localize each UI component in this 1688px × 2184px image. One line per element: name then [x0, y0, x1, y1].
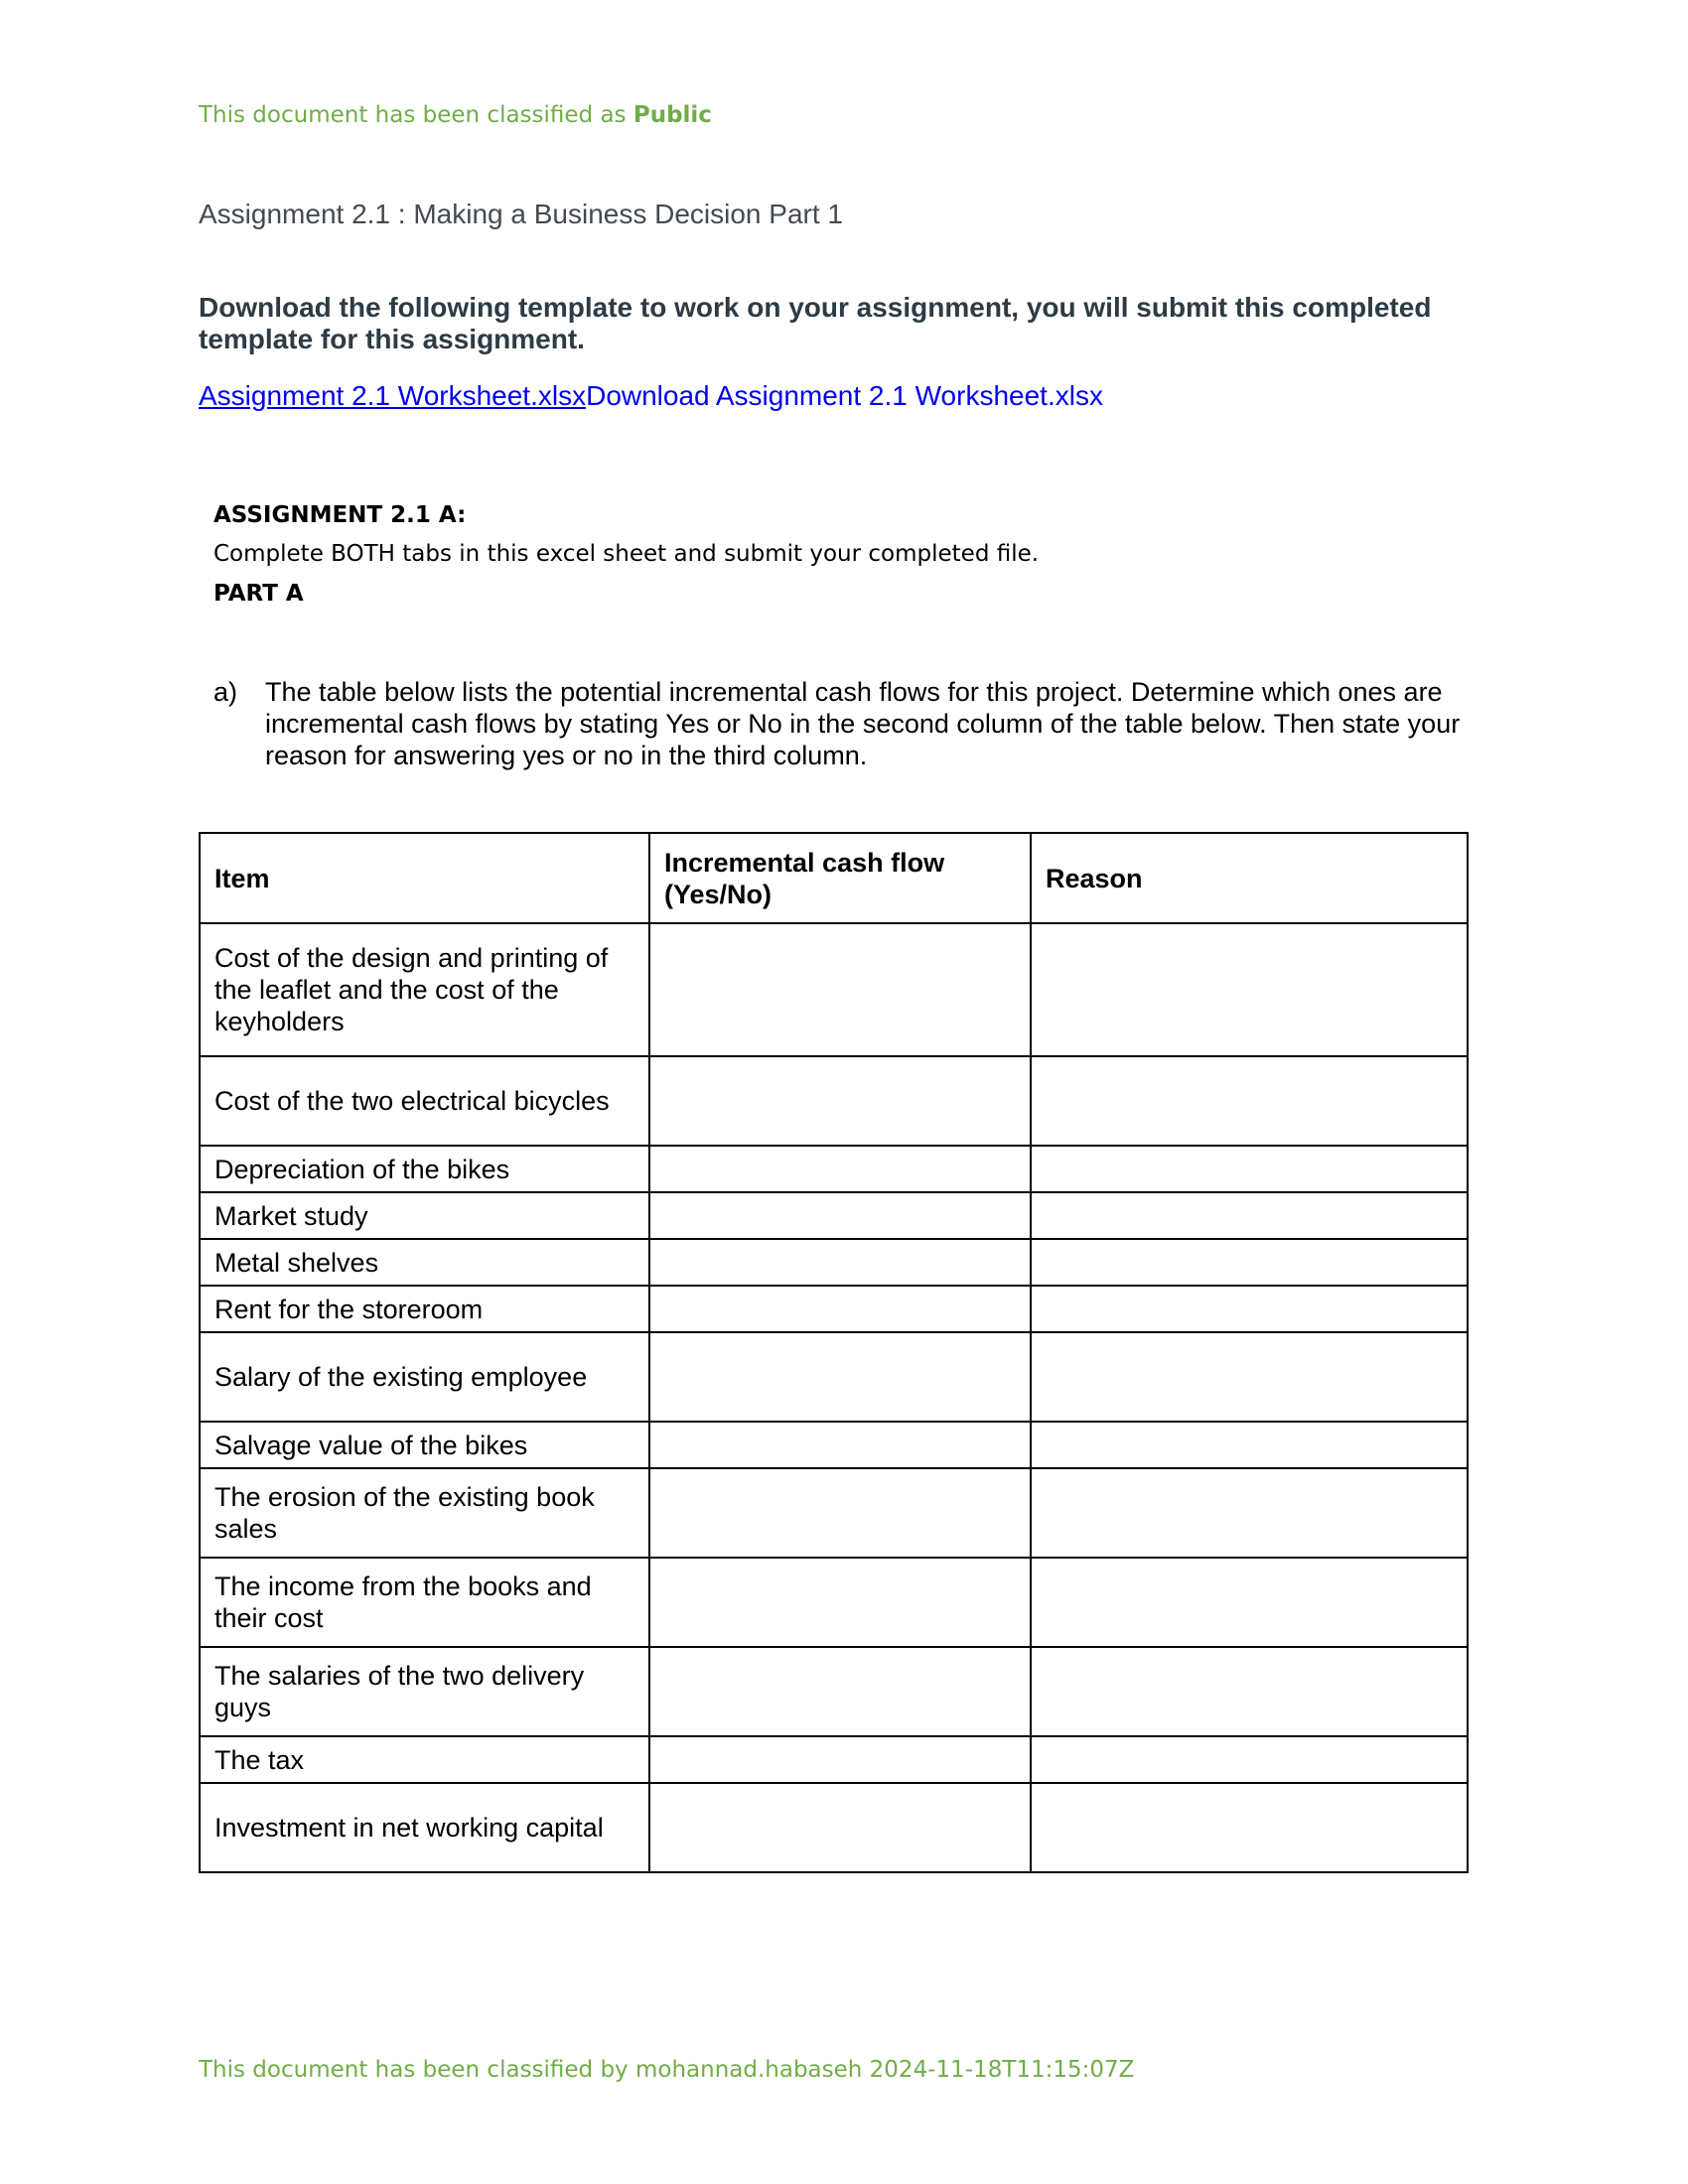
item-cell: Salvage value of the bikes — [200, 1422, 649, 1468]
reason-cell[interactable] — [1031, 1239, 1468, 1286]
classification-header — [199, 102, 712, 128]
reason-cell[interactable] — [1031, 1056, 1468, 1146]
table-row — [200, 1332, 1468, 1422]
table-row — [200, 1468, 1468, 1558]
incremental-cell[interactable] — [649, 1056, 1031, 1146]
incremental-cell[interactable] — [649, 1192, 1031, 1239]
reason-cell[interactable] — [1031, 923, 1468, 1056]
part-label: PART A — [213, 581, 304, 607]
table-row — [200, 1146, 1468, 1192]
cash-flow-table — [199, 832, 1469, 1873]
reason-cell[interactable] — [1031, 1468, 1468, 1558]
item-cell: Cost of the design and printing of the leaflet and the cost of the keyholders — [200, 923, 649, 1056]
item-cell: Rent for the storeroom — [200, 1286, 649, 1332]
item-cell: Salary of the existing employee — [200, 1332, 649, 1422]
incremental-cell[interactable] — [649, 1332, 1031, 1422]
table-row — [200, 1783, 1468, 1872]
question-a — [213, 676, 1494, 771]
incremental-cell[interactable] — [649, 1558, 1031, 1647]
reason-cell[interactable] — [1031, 1146, 1468, 1192]
item-cell: The income from the books and their cost — [200, 1558, 649, 1647]
item-cell: The erosion of the existing book sales — [200, 1468, 649, 1558]
item-cell: The salaries of the two delivery guys — [200, 1647, 649, 1736]
table-row — [200, 1239, 1468, 1286]
incremental-cell[interactable] — [649, 1146, 1031, 1192]
reason-cell[interactable] — [1031, 1192, 1468, 1239]
header-item: Item — [200, 833, 649, 923]
table-header-row — [200, 833, 1468, 923]
table-row — [200, 1422, 1468, 1468]
incremental-cell[interactable] — [649, 1422, 1031, 1468]
classification-prefix: This document has been classified as — [199, 102, 633, 128]
reason-cell[interactable] — [1031, 1783, 1468, 1872]
instruction-text: Download the following template to work on your assignment, you will submit this completed template for this assignment. — [199, 292, 1432, 354]
worksheet-download-link[interactable]: Download Assignment 2.1 Worksheet.xlsx — [586, 380, 1103, 411]
reason-cell[interactable] — [1031, 1332, 1468, 1422]
item-cell: Investment in net working capital — [200, 1783, 649, 1872]
item-cell: The tax — [200, 1736, 649, 1783]
incremental-cell[interactable] — [649, 1736, 1031, 1783]
table-row — [200, 1286, 1468, 1332]
reason-cell[interactable] — [1031, 1558, 1468, 1647]
assignment-instruction: Complete BOTH tabs in this excel sheet and submit your completed file. — [213, 541, 1040, 567]
table-row — [200, 1558, 1468, 1647]
incremental-cell[interactable] — [649, 1239, 1031, 1286]
table-row — [200, 1647, 1468, 1736]
header-incremental: Incremental cash flow (Yes/No) — [649, 833, 1031, 923]
reason-cell[interactable] — [1031, 1647, 1468, 1736]
page-title: Assignment 2.1 : Making a Business Decision Part 1 — [199, 199, 843, 229]
reason-cell[interactable] — [1031, 1422, 1468, 1468]
classification-footer: This document has been classified by mohannad.habaseh 2024-11-18T11:15:07Z — [199, 2057, 1135, 2083]
reason-cell[interactable] — [1031, 1286, 1468, 1332]
download-links — [199, 380, 1103, 412]
item-cell: Metal shelves — [200, 1239, 649, 1286]
question-text: The table below lists the potential incremental cash flows for this project. Determine which ones are incremental cash flows by stating Yes or No in the second column of the table below. Then state your reason for answering yes or no in the third column. — [265, 677, 1461, 770]
question-label: a) — [213, 677, 238, 707]
worksheet-file-link[interactable]: Assignment 2.1 Worksheet.xlsx — [199, 380, 587, 411]
item-cell: Cost of the two electrical bicycles — [200, 1056, 649, 1146]
classification-level: Public — [633, 102, 712, 128]
item-cell: Depreciation of the bikes — [200, 1146, 649, 1192]
incremental-cell[interactable] — [649, 1647, 1031, 1736]
table-row — [200, 1056, 1468, 1146]
table-row — [200, 1736, 1468, 1783]
header-reason: Reason — [1031, 833, 1468, 923]
incremental-cell[interactable] — [649, 923, 1031, 1056]
incremental-cell[interactable] — [649, 1468, 1031, 1558]
reason-cell[interactable] — [1031, 1736, 1468, 1783]
item-cell: Market study — [200, 1192, 649, 1239]
table-row — [200, 923, 1468, 1056]
table-row — [200, 1192, 1468, 1239]
incremental-cell[interactable] — [649, 1783, 1031, 1872]
incremental-cell[interactable] — [649, 1286, 1031, 1332]
assignment-heading: ASSIGNMENT 2.1 A: — [213, 502, 467, 528]
